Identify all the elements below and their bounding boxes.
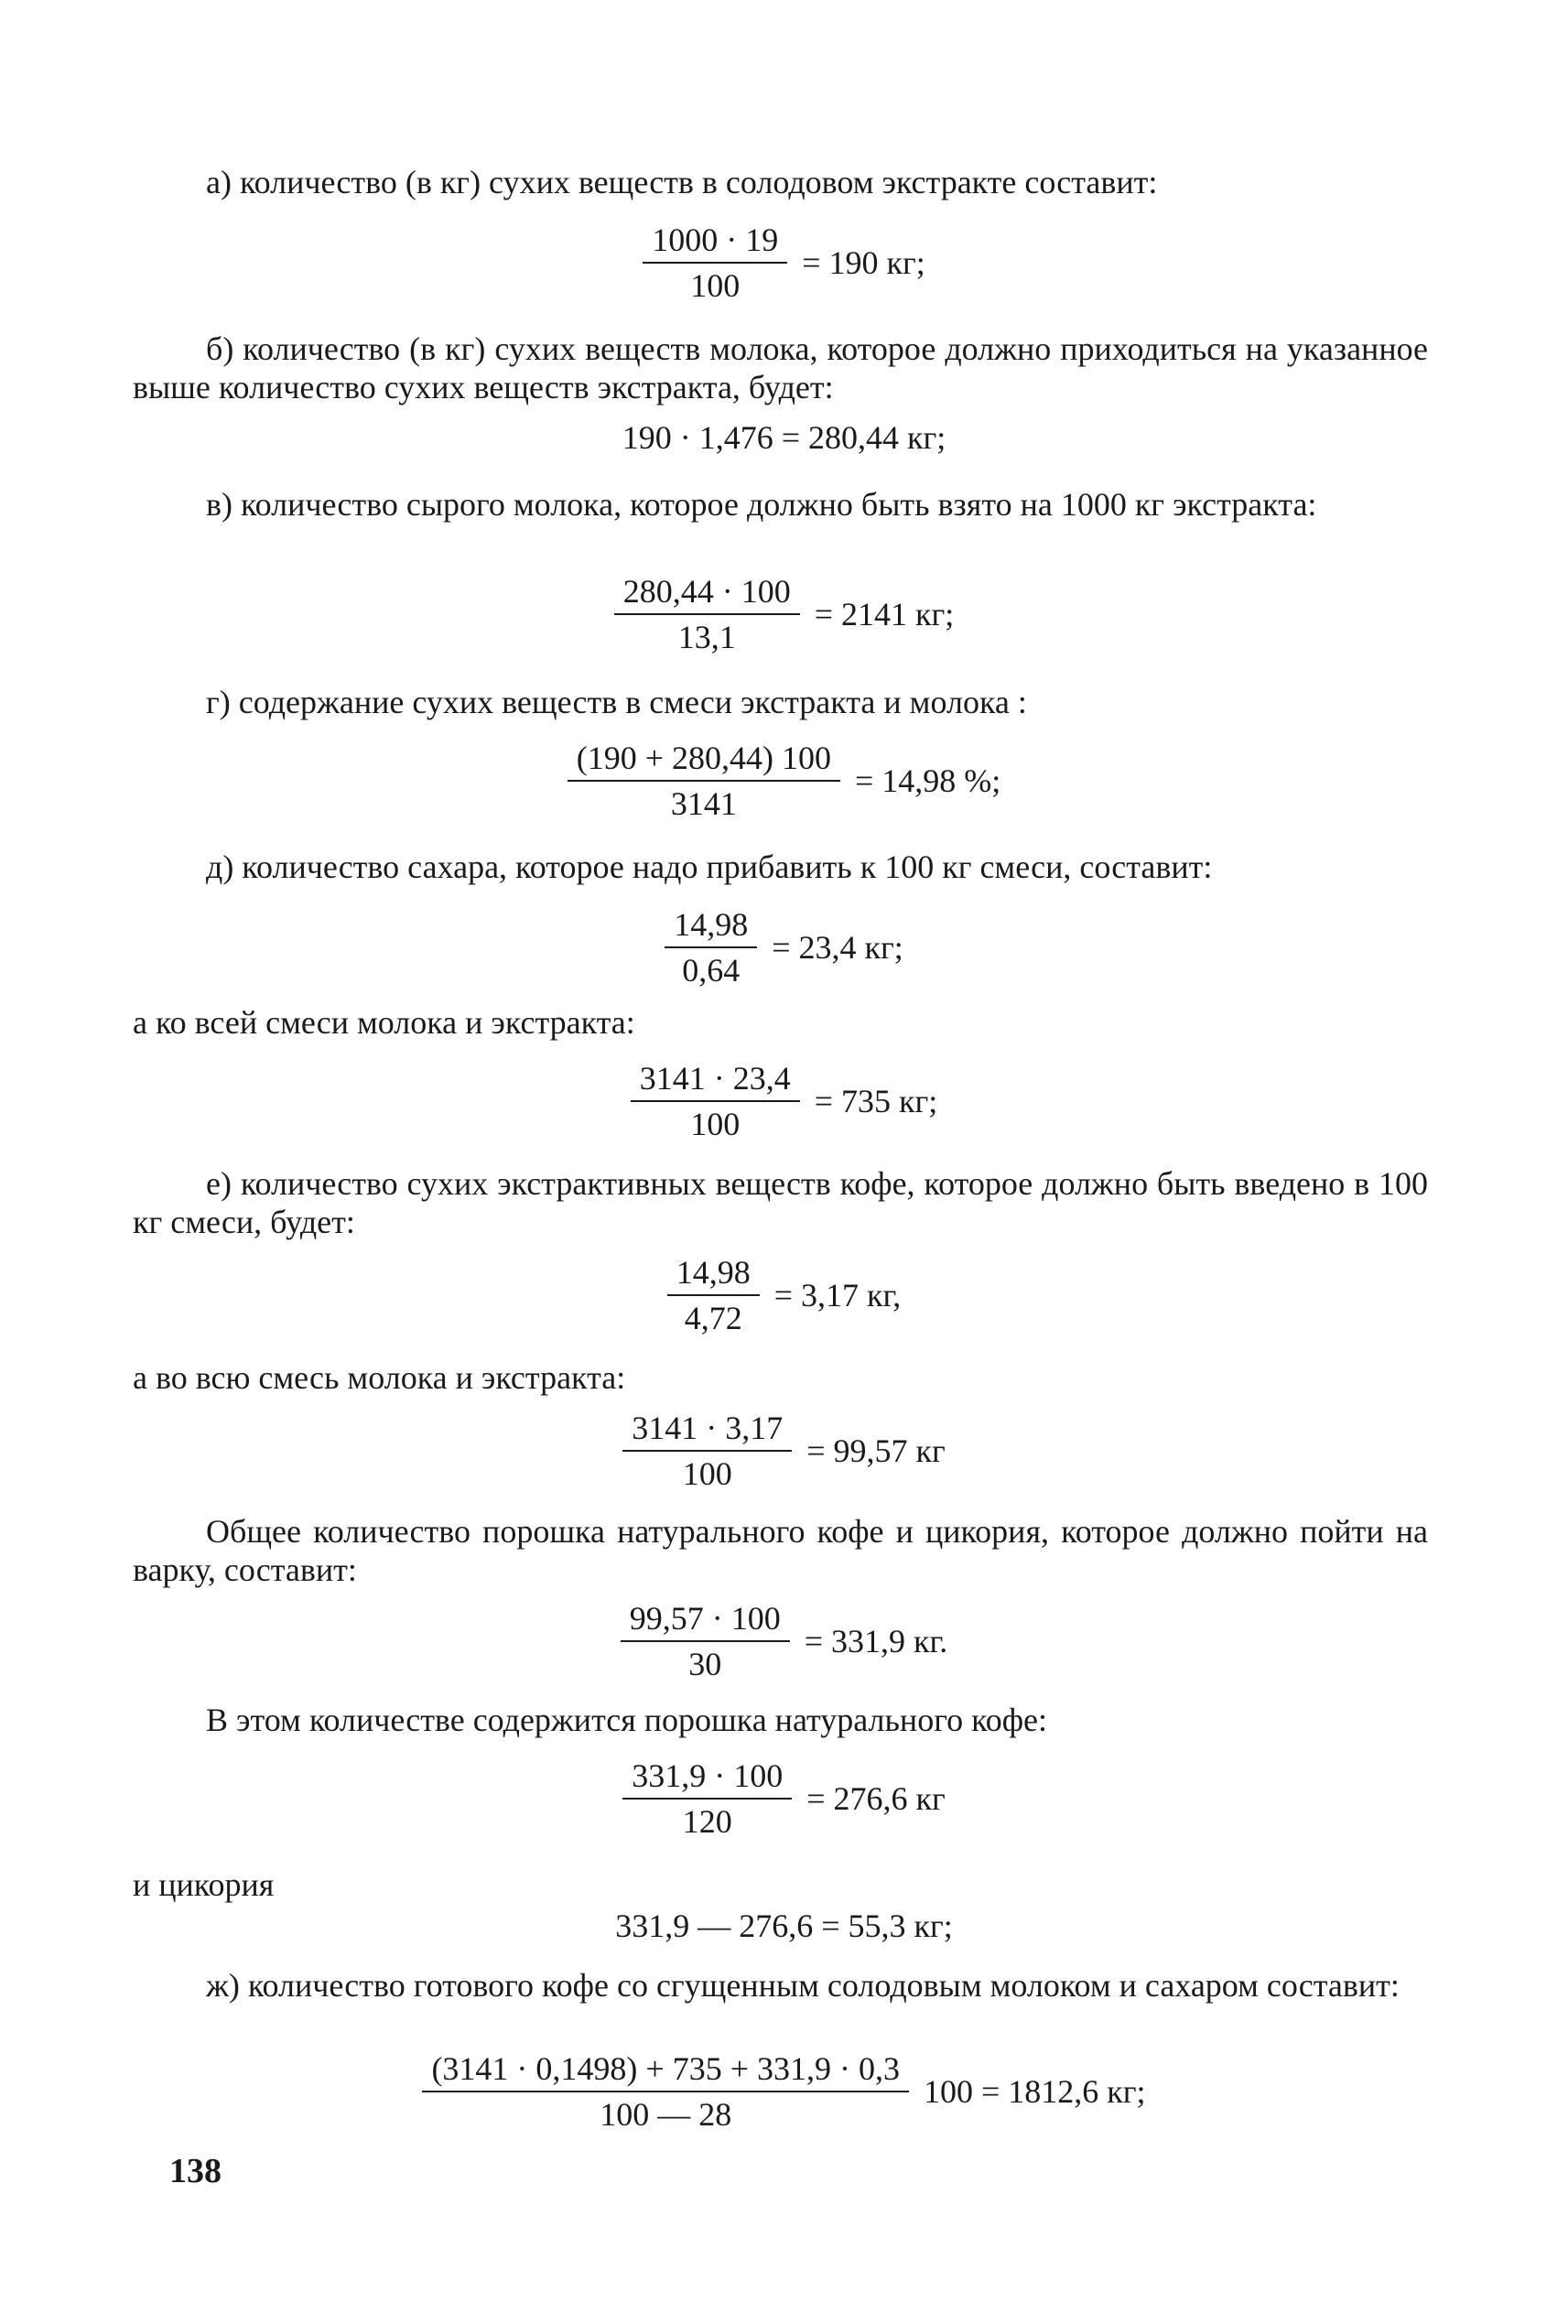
denominator: 100 bbox=[690, 267, 741, 304]
paragraph-coffee: В этом количестве содержится порошка натурального кофе: bbox=[206, 1702, 1048, 1738]
fraction bbox=[614, 573, 800, 655]
numerator: 331,9 · 100 bbox=[622, 1757, 792, 1800]
formula-f5 bbox=[0, 906, 1568, 989]
result: = 99,57 кг bbox=[806, 1432, 946, 1469]
formula-f11: 331,9 — 276,6 = 55,3 кг; bbox=[615, 1908, 953, 1944]
formula-f10 bbox=[0, 1757, 1568, 1840]
paragraph-v: в) количество сырого молока, которое должно быть взято на 1000 кг экстракта: bbox=[206, 486, 1317, 523]
formula-f3 bbox=[0, 573, 1568, 655]
denominator: 120 bbox=[682, 1803, 732, 1840]
result: = 190 кг; bbox=[802, 244, 925, 281]
numerator: 1000 · 19 bbox=[643, 222, 787, 264]
fraction bbox=[667, 1254, 760, 1336]
denominator: 4,72 bbox=[684, 1300, 742, 1336]
formula-f2: 190 · 1,476 = 280,44 кг; bbox=[622, 419, 946, 456]
paragraph-d2: а ко всей смеси молока и экстракта: bbox=[133, 1004, 635, 1041]
numerator: 280,44 · 100 bbox=[614, 573, 800, 615]
result: 100 = 1812,6 кг; bbox=[924, 2073, 1146, 2110]
result: = 23,4 кг; bbox=[772, 929, 903, 966]
result: = 14,98 %; bbox=[854, 762, 1001, 799]
result: = 735 кг; bbox=[814, 1083, 938, 1119]
denominator: 0,64 bbox=[682, 952, 741, 989]
numerator: 14,98 bbox=[665, 906, 757, 948]
denominator: 100 bbox=[690, 1106, 741, 1142]
fraction bbox=[422, 2050, 909, 2133]
formula-f6 bbox=[0, 1060, 1568, 1142]
denominator: 30 bbox=[688, 1646, 722, 1682]
denominator: 3141 bbox=[670, 785, 737, 822]
formula-f8 bbox=[0, 1410, 1568, 1492]
paragraph-e: е) количество сухих экстрактивных веществ кофе, которое должно быть введено в 100 кг смеси, будет: bbox=[133, 1165, 1428, 1240]
paragraph-a: а) количество (в кг) сухих веществ в солодовом экстракте составит: bbox=[206, 164, 1158, 200]
paragraph-b: б) количество (в кг) сухих веществ молока, которое должно приходиться на указанное выше количество сухих веществ экстракта, будет: bbox=[133, 330, 1428, 405]
denominator: 13,1 bbox=[677, 619, 736, 655]
result: = 2141 кг; bbox=[814, 596, 955, 632]
fraction bbox=[622, 1410, 792, 1492]
fraction bbox=[622, 1757, 792, 1840]
fraction bbox=[568, 740, 840, 822]
denominator: 100 bbox=[682, 1455, 732, 1492]
formula-f7 bbox=[0, 1254, 1568, 1336]
formula-f4 bbox=[0, 740, 1568, 822]
result: = 276,6 кг bbox=[806, 1780, 946, 1817]
fraction bbox=[665, 906, 757, 989]
formula-f12 bbox=[0, 2050, 1568, 2133]
fraction bbox=[631, 1060, 800, 1142]
denominator: 100 — 28 bbox=[600, 2096, 732, 2133]
numerator: 14,98 bbox=[667, 1254, 760, 1296]
numerator: 3141 · 3,17 bbox=[622, 1410, 792, 1452]
paragraph-d: д) количество сахара, которое надо прибавить к 100 кг смеси, составит: bbox=[206, 849, 1213, 885]
formula-f1 bbox=[0, 222, 1568, 304]
paragraph-zh: ж) количество готового кофе со сгущенным солодовым молоком и сахаром составит: bbox=[206, 1967, 1400, 2004]
numerator: (3141 · 0,1498) + 735 + 331,9 · 0,3 bbox=[422, 2050, 909, 2092]
fraction bbox=[643, 222, 787, 304]
numerator: (190 + 280,44) 100 bbox=[568, 740, 840, 782]
formula-f9 bbox=[0, 1600, 1568, 1682]
page-number: 138 bbox=[169, 2152, 222, 2190]
paragraph-g: г) содержание сухих веществ в смеси экстракта и молока : bbox=[206, 684, 1027, 720]
paragraph-chicory: и цикория bbox=[133, 1866, 275, 1903]
result: = 331,9 кг. bbox=[804, 1623, 948, 1659]
result: = 3,17 кг, bbox=[773, 1277, 902, 1313]
paragraph-total: Общее количество порошка натурального кофе и цикория, которое должно пойти на варку, составит: bbox=[133, 1513, 1428, 1588]
numerator: 99,57 · 100 bbox=[621, 1600, 790, 1642]
fraction bbox=[621, 1600, 790, 1682]
paragraph-e2: а во всю смесь молока и экстракта: bbox=[133, 1359, 626, 1396]
numerator: 3141 · 23,4 bbox=[631, 1060, 800, 1102]
